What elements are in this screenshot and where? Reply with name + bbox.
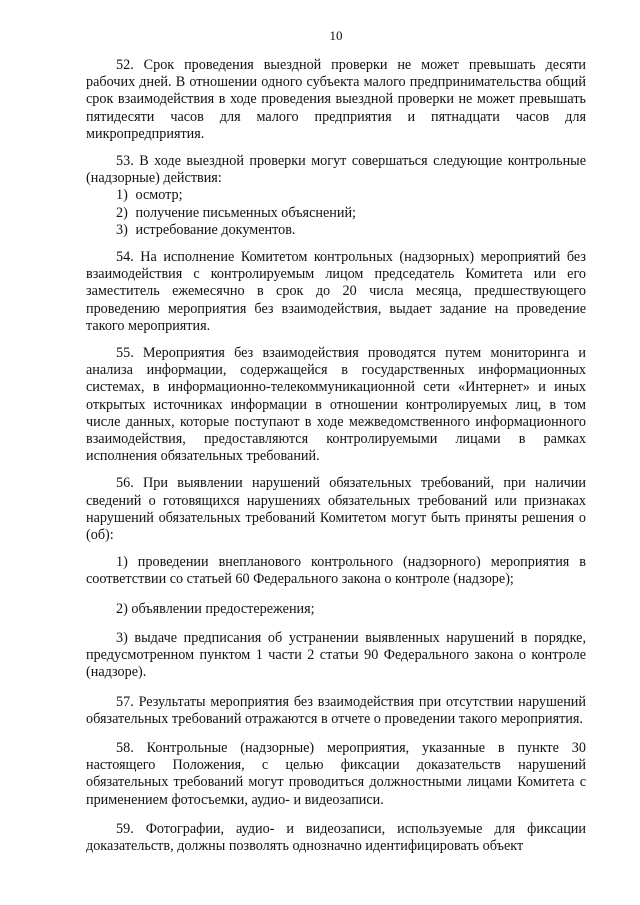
document-page (86, 0, 586, 905)
paragraph-54: 54. На исполнение Комитетом контрольных (надзорных) мероприятий без взаимодействия с контролируемым лицом председатель Комитета или его заместитель ежемесячно в срок до 20 числа месяца, предшествующего проведению мероприятия без взаимодействия, выдает задание на проведение такого мероприятия. (86, 249, 586, 334)
document-body (86, 57, 586, 865)
page-number: 10 (329, 28, 343, 43)
paragraph-55: 55. Мероприятия без взаимодействия проводятся путем мониторинга и анализа информации, содержащейся в государственных информационных системах, в информационно-телекоммуникационной сети «Интернет» и иных открытых источниках информации в отношении контролируемых лиц, в том числе данных, которые поступают в ходе межведомственного информационного взаимодействия, предоставляются контролируемыми лицами в рамках исполнения обязательных требований. (86, 345, 586, 465)
paragraph-56-item-3: 3) выдаче предписания об устранении выявленных нарушений в порядке, предусмотренном пунктом 1 части 2 статьи 90 Федерального закона о контроле (надзоре). (86, 629, 586, 681)
inspection-actions-list (86, 187, 586, 239)
paragraph-53: 53. В ходе выездной проверки могут совершаться следующие контрольные (надзорные) действия: (86, 153, 586, 187)
paragraph-59: 59. Фотографии, аудио- и видеозаписи, используемые для фиксации доказательств, должны позволять однозначно идентифицировать объект (86, 820, 586, 854)
paragraph-58: 58. Контрольные (надзорные) мероприятия, указанные в пункте 30 настоящего Положения, с целью фиксации доказательств нарушений обязательных требований могут проводиться должностными лицами Комитета с применением фотосъемки, аудио- и видеозаписи. (86, 739, 586, 808)
paragraph-56-item-2: 2) объявлении предостережения; (116, 600, 315, 617)
list-item: 1) осмотр; (116, 187, 183, 204)
list-item: 2) получение письменных объяснений; (116, 204, 356, 221)
paragraph-57: 57. Результаты мероприятия без взаимодействия при отсутствии нарушений обязательных требований отражаются в отчете о проведении такого мероприятия. (86, 693, 586, 727)
paragraph-56-item-1: 1) проведении внепланового контрольного (надзорного) мероприятия в соответствии со статьей 60 Федерального закона о контроле (надзоре); (86, 554, 586, 588)
paragraph-56: 56. При выявлении нарушений обязательных требований, при наличии сведений о готовящихся нарушениях обязательных требований или признаках нарушений обязательных требований Комитетом могут быть приняты решения о (об): (86, 475, 586, 544)
paragraph-52: 52. Срок проведения выездной проверки не может превышать десяти рабочих дней. В отношении одного субъекта малого предпринимательства общий срок взаимодействия в ходе проведения выездной проверки не может превышать пятидесяти часов для малого предприятия и пятнадцати часов для микропредприятия. (86, 57, 586, 142)
list-item: 3) истребование документов. (116, 221, 296, 238)
